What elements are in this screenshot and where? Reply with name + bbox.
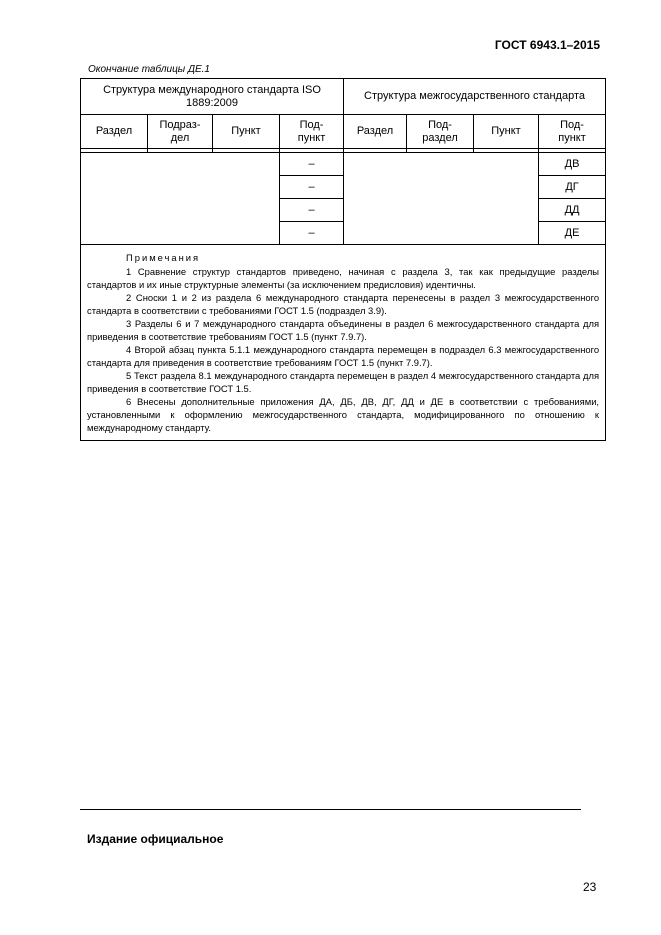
col-header: Подраз-дел [148,115,213,149]
interstate-subitem-cell: ДГ [539,176,606,199]
col-header: Под-раздел [407,115,474,149]
note-item: 6 Внесены дополнительные приложения ДА, ДБ, ДВ, ДГ, ДД и ДЕ в соответствии с требованиями, установленными к оформлению межгосударственного стандарта, модифицированного по отношению к международному стандарту. [87,396,600,433]
table-caption: Окончание таблицы ДЕ.1 [88,64,210,75]
interstate-subitem-cell: ДЕ [539,222,606,245]
col-header: Пункт [474,115,539,149]
intl-subitem-cell: – [280,199,344,222]
interstate-structure-header: Структура межгосударственного стандарта [344,79,606,115]
col-header: Пункт [213,115,280,149]
interstate-subitem-cell: ДВ [539,153,606,176]
note-item: 5 Текст раздела 8.1 международного стандарта перемещен в раздел 4 межгосударственного стандарта для приведения в соответствие ГОСТ 1.5. [87,370,600,394]
footer-divider [80,809,581,810]
comparison-table [80,78,606,441]
intl-subitem-cell: – [280,222,344,245]
page-number: 23 [583,880,597,894]
empty-cell [344,153,539,245]
col-header: Раздел [81,115,148,149]
intl-subitem-cell: – [280,176,344,199]
table-row [81,153,606,176]
empty-cell [81,153,280,245]
notes-title: Примечания [126,252,201,263]
intl-subitem-cell: – [280,153,344,176]
note-item: 1 Сравнение структур стандартов приведено, начиная с раздела 3, так как предыдущие разделы стандартов и их иные структурные элементы (за исключением предисловия) идентичны. [87,266,600,290]
col-header: Под-пункт [539,115,606,149]
interstate-subitem-cell: ДД [539,199,606,222]
note-item: 2 Сноски 1 и 2 из раздела 6 международного стандарта перенесены в раздел 3 межгосударственного стандарта в соответствии с требованиями ГОСТ 1.5 (подраздел 3.9). [87,292,600,316]
edition-label: Издание официальное [87,832,224,846]
col-header: Раздел [344,115,407,149]
document-number: ГОСТ 6943.1–2015 [494,38,600,52]
intl-structure-header: Структура международного стандарта ISO 1889:2009 [81,79,344,115]
note-item: 3 Разделы 6 и 7 международного стандарта объединены в раздел 6 межгосударственного стандарта для приведения в соответствие требованиям ГОСТ 1.5 (пункт 7.9.7). [87,318,600,342]
notes-cell [81,245,606,441]
col-header: Под-пункт [280,115,344,149]
note-item: 4 Второй абзац пункта 5.1.1 международного стандарта перемещен в подраздел 6.3 межгосударственного стандарта для приведения в соответствие требованиям ГОСТ 1.5 (пункт 7.9.7). [87,344,600,368]
